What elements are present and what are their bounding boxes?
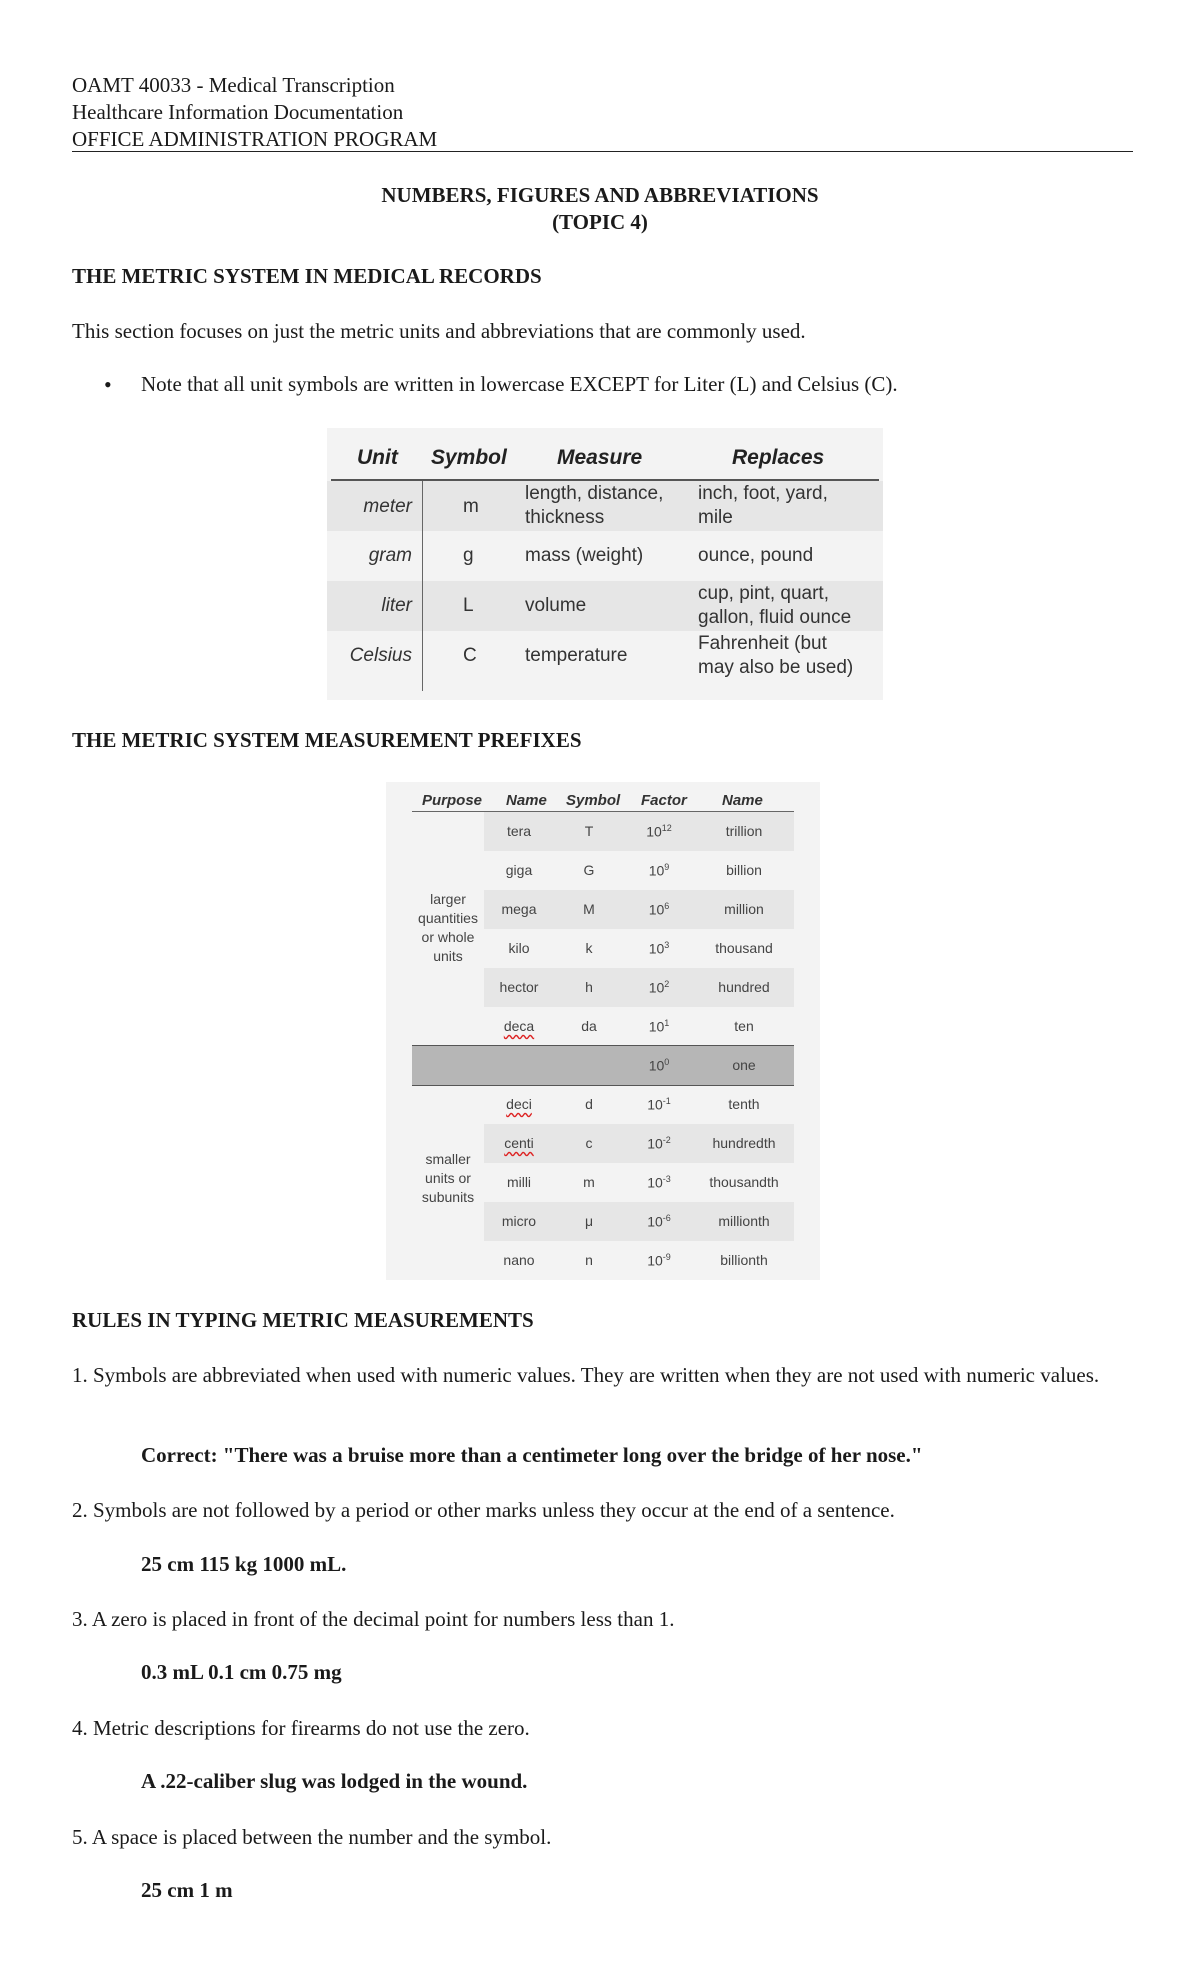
prefix-factor	[624, 1057, 694, 1074]
prefix-word: billionth	[720, 1252, 768, 1268]
table-row	[327, 581, 883, 631]
prefix-symbol: n	[585, 1252, 593, 1268]
unit-symbol: L	[463, 595, 474, 616]
prefix-header-symbol: Symbol	[566, 792, 621, 809]
unit-measure: temperature	[525, 645, 628, 666]
factor-base: 10	[648, 1057, 665, 1074]
section-heading-rules: RULES IN TYPING METRIC MEASUREMENTS	[72, 1308, 534, 1332]
factor-base: 10	[647, 1252, 663, 1269]
table-row	[327, 531, 883, 581]
prefix-table	[386, 782, 820, 1280]
prefix-factor	[624, 979, 694, 996]
rule-5-example: 25 cm 1 m	[141, 1878, 233, 1902]
rule-2: 2. Symbols are not followed by a period or other marks unless they occur at the end of a sentence.	[72, 1498, 895, 1522]
factor-base: 10	[647, 1174, 663, 1191]
table-row	[484, 929, 794, 968]
table-row	[484, 890, 794, 929]
table-row	[484, 812, 794, 851]
factor-exponent: -6	[662, 1213, 671, 1223]
prefix-factor	[624, 1174, 694, 1191]
prefix-symbol: h	[585, 979, 593, 995]
prefix-word: billion	[726, 862, 762, 878]
document-header	[72, 72, 1132, 153]
table-row	[484, 1124, 794, 1163]
rule-5: 5. A space is placed between the number and the symbol.	[72, 1825, 552, 1849]
table-row	[484, 1007, 794, 1046]
unit-name: Celsius	[349, 645, 412, 666]
factor-exponent: 3	[664, 940, 670, 950]
unit-measure: mass (weight)	[525, 545, 644, 566]
prefix-word: million	[724, 901, 764, 917]
unit-name: liter	[381, 595, 412, 616]
section-heading-metric: THE METRIC SYSTEM IN MEDICAL RECORDS	[72, 264, 542, 288]
unit-symbol: m	[463, 496, 479, 517]
prefix-factor	[624, 1096, 694, 1113]
factor-base: 10	[648, 979, 665, 996]
rule-3-example: 0.3 mL 0.1 cm 0.75 mg	[141, 1660, 342, 1684]
unit-measure: length, distance, thickness	[525, 483, 664, 528]
prefix-name: mega	[501, 901, 537, 917]
prefix-factor	[624, 823, 694, 840]
prefix-symbol: T	[584, 823, 594, 839]
table-row	[484, 968, 794, 1007]
prefix-word: thousand	[715, 940, 773, 956]
prefix-word: hundred	[718, 979, 770, 995]
prefix-word: thousandth	[709, 1174, 779, 1190]
purpose-larger: larger quantities or whole units	[418, 891, 478, 964]
prefix-name: giga	[505, 862, 533, 878]
factor-base: 10	[648, 1018, 665, 1035]
unit-replaces: ounce, pound	[698, 545, 814, 566]
prefix-symbol: d	[585, 1096, 593, 1112]
units-header-symbol: Symbol	[431, 446, 507, 469]
factor-base: 10	[648, 901, 665, 918]
factor-exponent: 2	[664, 979, 670, 989]
unit-measure: volume	[525, 595, 587, 616]
prefix-word: trillion	[725, 823, 763, 839]
unit-replaces: cup, pint, quart, gallon, fluid ounce	[698, 583, 852, 628]
rule-1: 1. Symbols are abbreviated when used with numeric values. They are written when they are not used with numeric values.	[72, 1363, 1100, 1387]
course-subject: Healthcare Information Documentation	[72, 100, 404, 124]
prefix-header-word: Name	[722, 792, 763, 809]
factor-base: 10	[647, 1135, 663, 1152]
prefix-name: centi	[504, 1135, 534, 1151]
prefix-word: tenth	[728, 1096, 760, 1112]
factor-base: 10	[646, 823, 662, 840]
table-row	[484, 1085, 794, 1124]
section-heading-prefixes: THE METRIC SYSTEM MEASUREMENT PREFIXES	[72, 728, 582, 752]
course-title: OAMT 40033 - Medical Transcription	[72, 73, 395, 97]
unit-replaces: inch, foot, yard, mile	[698, 483, 828, 528]
factor-base: 10	[648, 862, 665, 879]
prefix-name: deci	[506, 1096, 532, 1112]
prefix-factor	[624, 1252, 694, 1269]
factor-exponent: -3	[662, 1174, 671, 1184]
table-row	[484, 1202, 794, 1241]
factor-base: 10	[647, 1096, 663, 1113]
prefix-name: nano	[503, 1252, 535, 1268]
units-column-divider	[422, 481, 423, 691]
rule-4: 4. Metric descriptions for firearms do not use the zero.	[72, 1716, 530, 1740]
prefix-symbol: da	[581, 1018, 597, 1034]
prefix-word: one	[732, 1057, 756, 1073]
prefix-factor	[624, 1135, 694, 1152]
table-row	[484, 851, 794, 890]
factor-exponent: -1	[662, 1096, 671, 1106]
prefix-factor	[624, 901, 694, 918]
unit-symbol: g	[463, 545, 474, 566]
prefix-word: millionth	[718, 1213, 770, 1229]
program-name: OFFICE ADMINISTRATION PROGRAM	[72, 127, 438, 151]
factor-exponent: -2	[662, 1135, 671, 1145]
prefix-row-one	[412, 1045, 794, 1086]
table-row	[484, 1241, 794, 1280]
prefix-symbol: M	[583, 901, 595, 917]
factor-exponent: 9	[664, 862, 670, 872]
prefix-name: hector	[499, 979, 539, 995]
prefix-header-name: Name	[506, 792, 547, 809]
prefix-word: hundredth	[712, 1135, 776, 1151]
header-divider	[72, 151, 1133, 152]
unit-symbol: C	[463, 645, 477, 666]
prefix-factor	[624, 940, 694, 957]
rule-1-example: Correct: "There was a bruise more than a centimeter long over the bridge of her nose."	[141, 1443, 923, 1467]
rule-4-example: A .22-caliber slug was lodged in the wound.	[141, 1769, 528, 1793]
units-header-replaces: Replaces	[732, 446, 825, 469]
prefix-symbol: μ	[584, 1213, 594, 1229]
prefix-symbol: c	[585, 1135, 593, 1151]
unit-name: meter	[363, 496, 412, 517]
unit-name: gram	[368, 545, 412, 566]
factor-base: 10	[647, 1213, 663, 1230]
prefix-name: kilo	[508, 940, 530, 956]
prefix-factor	[624, 862, 694, 879]
prefix-name: deca	[503, 1018, 535, 1034]
unit-replaces: Fahrenheit (but may also be used)	[698, 633, 854, 678]
factor-exponent: 6	[664, 901, 670, 911]
table-row	[327, 481, 883, 531]
prefix-header-purpose: Purpose	[422, 792, 483, 809]
prefix-factor	[624, 1213, 694, 1230]
units-header-measure: Measure	[557, 446, 643, 469]
bullet-icon: •	[104, 372, 112, 397]
factor-base: 10	[648, 940, 665, 957]
document-title: NUMBERS, FIGURES AND ABBREVIATIONS	[381, 183, 819, 207]
rule-3: 3. A zero is placed in front of the decimal point for numbers less than 1.	[72, 1607, 675, 1631]
section-intro: This section focuses on just the metric units and abbreviations that are commonly used.	[72, 319, 806, 343]
units-header-unit: Unit	[357, 446, 398, 469]
prefix-factor	[624, 1018, 694, 1035]
note-bullet: Note that all unit symbols are written in lowercase EXCEPT for Liter (L) and Celsius (C).	[141, 372, 898, 396]
units-table	[327, 428, 883, 700]
prefix-name: tera	[506, 823, 532, 839]
purpose-smaller: smaller units or subunits	[421, 1151, 475, 1205]
prefix-name: milli	[506, 1174, 532, 1190]
prefix-symbol: m	[583, 1174, 595, 1190]
prefix-symbol: k	[585, 940, 593, 956]
table-row	[484, 1163, 794, 1202]
prefix-name: micro	[501, 1213, 537, 1229]
rule-2-example: 25 cm 115 kg 1000 mL.	[141, 1552, 347, 1576]
document-topic: (TOPIC 4)	[552, 210, 648, 234]
factor-exponent: -9	[662, 1252, 671, 1262]
factor-exponent: 12	[661, 823, 672, 833]
prefix-word: ten	[734, 1018, 754, 1034]
table-row	[327, 631, 883, 681]
factor-exponent: 1	[664, 1018, 670, 1028]
prefix-symbol: G	[583, 862, 595, 878]
prefix-header-factor: Factor	[641, 792, 687, 809]
factor-exponent: 0	[664, 1057, 670, 1067]
